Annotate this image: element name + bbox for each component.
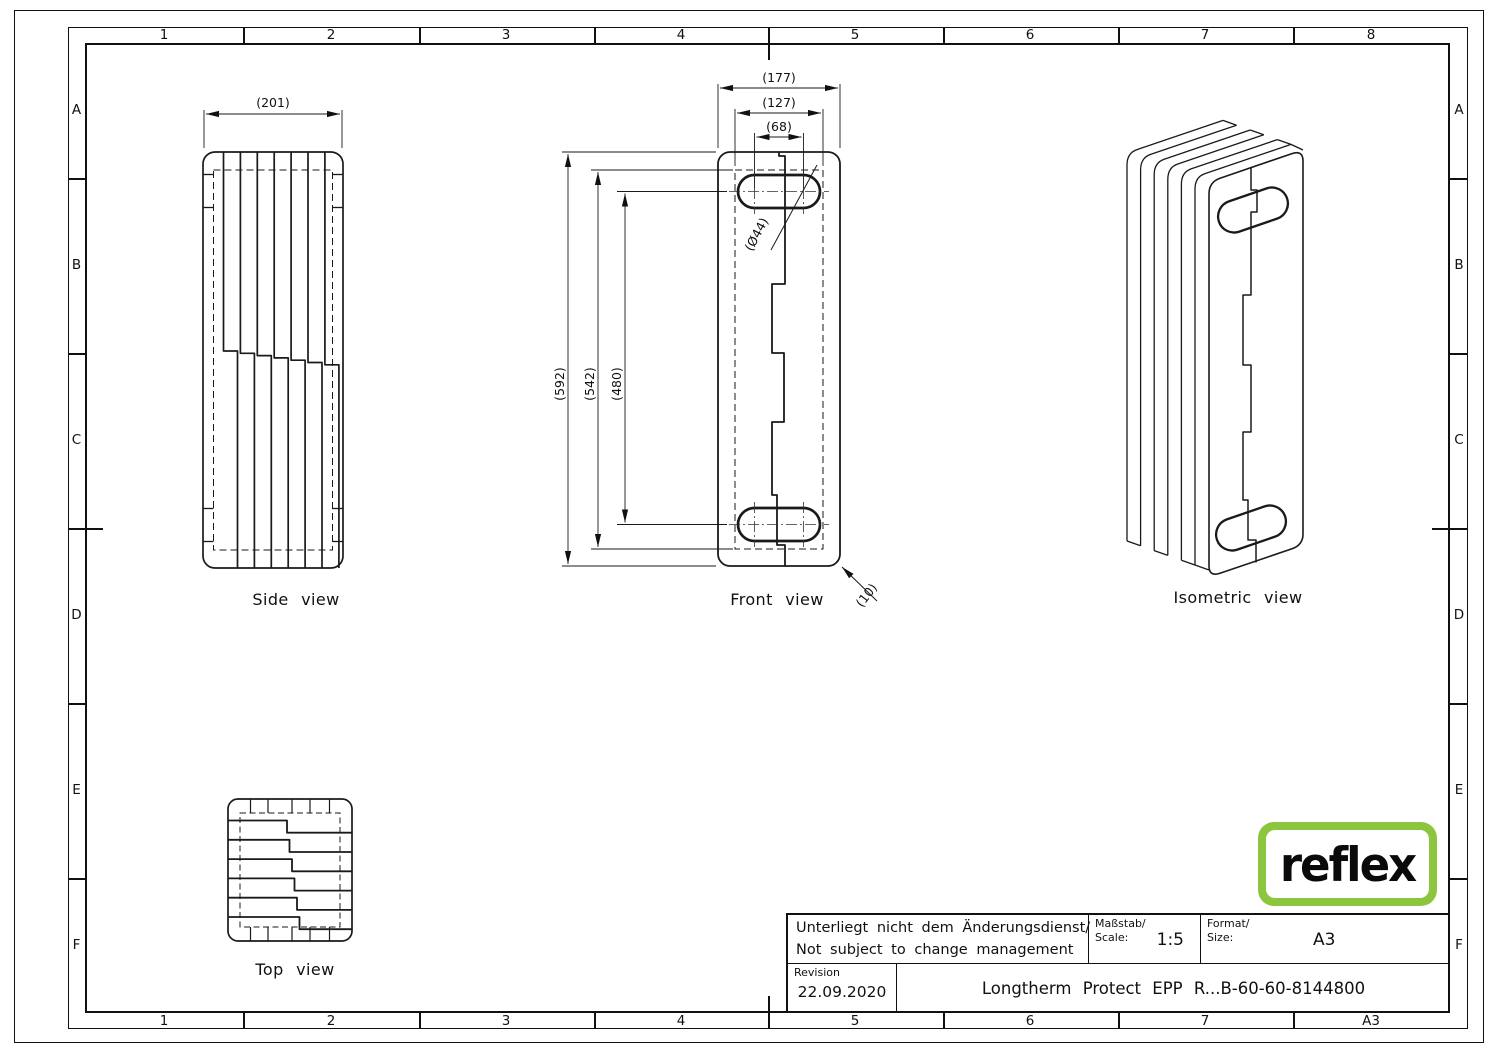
- format-value: A3: [1313, 930, 1336, 950]
- grid-row-label-left: E: [72, 782, 81, 798]
- grid-row-label-left: C: [71, 432, 82, 448]
- grid-column-label-top: 4: [676, 27, 686, 43]
- reflex-logo-text: reflex: [1279, 836, 1416, 892]
- grid-column-label-bottom: 1: [159, 1013, 169, 1029]
- grid-column-label-bottom: 6: [1025, 1013, 1035, 1029]
- scale-value: 1:5: [1156, 930, 1184, 950]
- revision-cell: [788, 964, 897, 1013]
- grid-row-label-left: A: [71, 102, 82, 118]
- top-view-drawing: [228, 799, 352, 941]
- dim-height-inner: (542): [582, 367, 597, 401]
- grid-row-label-right: D: [1453, 607, 1465, 623]
- change-note-line2: Not subject to change management: [796, 941, 1074, 958]
- grid-column-label-bottom: 5: [850, 1013, 860, 1029]
- dim-side-width: (201): [256, 95, 290, 110]
- dim-slot-diameter: (Ø44): [741, 215, 772, 254]
- isometric-view-label: Isometric view: [1173, 588, 1303, 607]
- scale-label-de: Maßstab/: [1095, 917, 1146, 930]
- dim-slot-span: (68): [766, 119, 792, 134]
- reflex-logo-inner: [1266, 830, 1429, 898]
- isometric-view-drawing: [1127, 120, 1303, 574]
- grid-column-label-top: 7: [1200, 27, 1210, 43]
- grid-row-label-right: E: [1454, 782, 1464, 798]
- grid-column-label-top: 2: [326, 27, 336, 43]
- grid-row-label-right: F: [1455, 937, 1463, 953]
- side-view-label: Side view: [252, 590, 340, 609]
- grid-column-label-top: 3: [501, 27, 511, 43]
- grid-column-label-top: 1: [159, 27, 169, 43]
- title-block: [786, 913, 1450, 1013]
- side-view-drawing: [203, 95, 343, 568]
- grid-column-label-bottom: 4: [676, 1013, 686, 1029]
- grid-column-label-bottom: 2: [326, 1013, 336, 1029]
- top-view-label: Top view: [255, 960, 335, 979]
- grid-column-label-bottom: 3: [501, 1013, 511, 1029]
- change-note-line1: Unterliegt nicht dem Änderungsdienst/: [796, 920, 1091, 936]
- dim-height-overall: (592): [552, 367, 567, 401]
- front-view-drawing: [552, 70, 877, 601]
- grid-column-label-bottom: 7: [1200, 1013, 1210, 1029]
- dim-thickness: (10): [852, 580, 881, 610]
- part-title: Longtherm Protect EPP R...B-60-60-8144800: [981, 979, 1366, 998]
- grid-row-label-left: F: [72, 937, 81, 953]
- dim-front-inner-width: (127): [762, 95, 796, 110]
- grid-row-label-right: B: [1454, 257, 1464, 273]
- dim-front-width: (177): [762, 70, 796, 85]
- dim-hole-pitch: (480): [609, 367, 624, 401]
- change-note: [788, 915, 1089, 964]
- grid-column-label-top: 8: [1366, 27, 1376, 43]
- grid-row-label-right: C: [1454, 432, 1464, 448]
- grid-row-label-left: D: [71, 607, 82, 623]
- scale-label-en: Scale:: [1095, 930, 1129, 944]
- grid-row-label-right: A: [1454, 102, 1464, 118]
- grid-column-label-bottom: A3: [1362, 1013, 1380, 1029]
- format-label-en: Size:: [1207, 930, 1234, 944]
- grid-column-label-top: 6: [1025, 27, 1035, 43]
- scale-cell: [1089, 915, 1201, 964]
- format-cell: [1201, 915, 1450, 964]
- grid-row-label-left: B: [71, 257, 82, 273]
- front-view-label: Front view: [730, 590, 824, 609]
- revision-label: Revision: [794, 966, 840, 979]
- grid-column-label-top: 5: [850, 27, 860, 43]
- format-label-de: Format/: [1207, 917, 1250, 930]
- reflex-logo: [1258, 822, 1437, 906]
- revision-date: 22.09.2020: [797, 982, 887, 1001]
